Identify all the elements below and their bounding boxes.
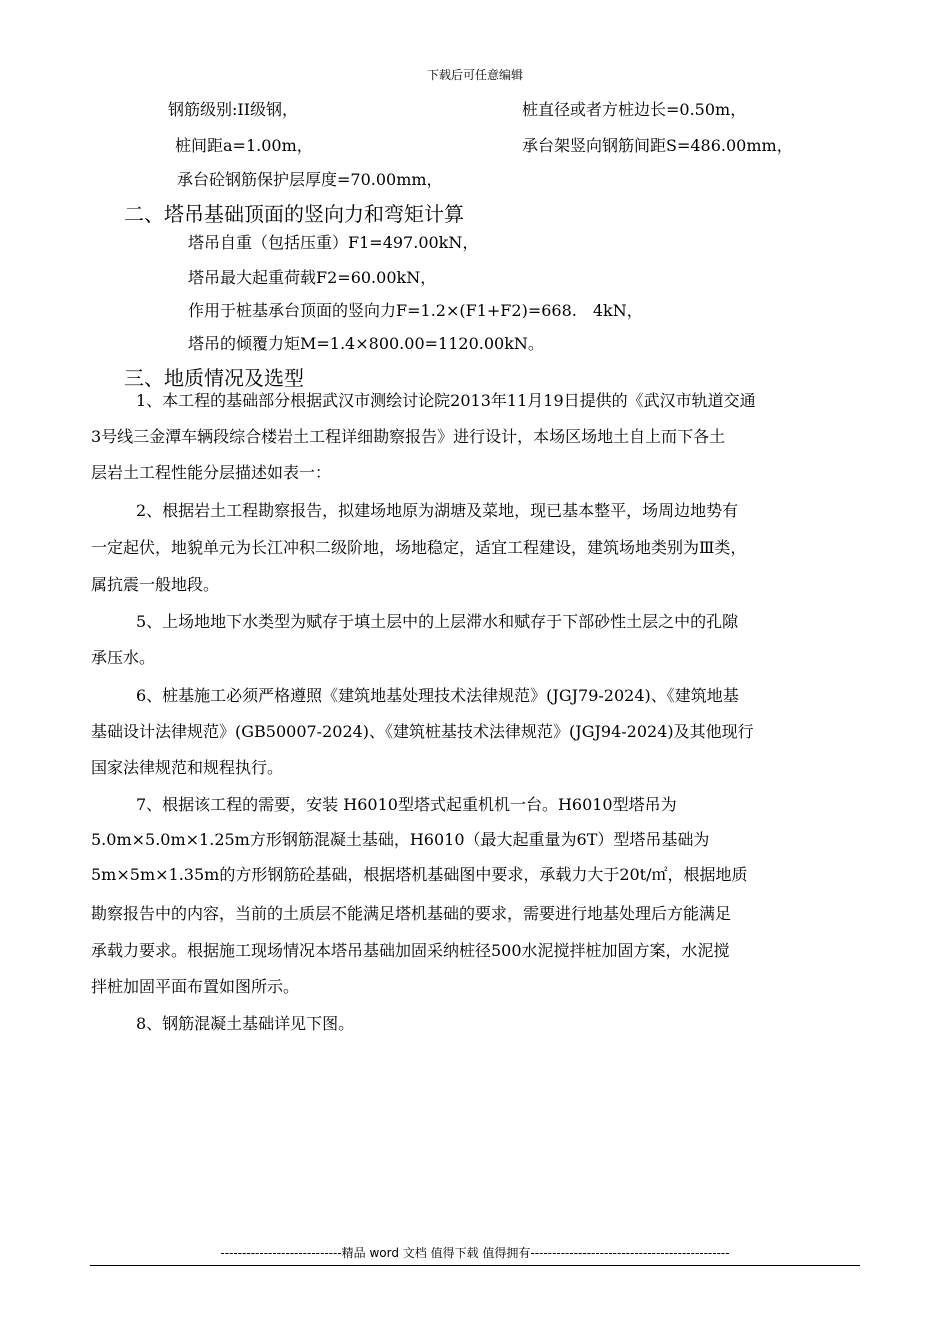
paragraph-line: 7、根据该工程的需要，安装 H6010型塔式起重机机一台。H6010型塔吊为: [136, 795, 677, 814]
paragraph-line: 层岩土工程性能分层描述如表一：: [91, 463, 332, 482]
steel-grade-text: 钢筋级别:II级钢，: [168, 100, 299, 119]
paragraph-line: 拌桩加固平面布置如图所示。: [91, 977, 300, 996]
paragraph-line: 属抗震一般地段。: [91, 575, 220, 594]
paragraph-line: 基础设计法律规范》(GB50007-2024)、《建筑桩基技术法律规范》(JGJ94-2024)及其他现行: [91, 722, 754, 741]
pile-spacing-text: 桩间距a=1.00m，: [175, 136, 313, 155]
paragraph-line: 6、桩基施工必须严格遵照《建筑地基处理技术法律规范》(JGJ79-2024)、《建筑地基: [136, 686, 739, 705]
paragraph-line: 一定起伏，地貌单元为长江冲积二级阶地，场地稳定，适宜工程建设，建筑场地类别为Ⅲ类，: [91, 538, 747, 557]
cover-thickness-text: 承台砼钢筋保护层厚度=70.00mm，: [177, 170, 443, 189]
paragraph-line: 8、钢筋混凝土基础详见下图。: [136, 1014, 355, 1033]
section-2-title: 二、塔吊基础顶面的竖向力和弯矩计算: [124, 202, 464, 226]
paragraph-line: 5、上场地地下水类型为赋存于填土层中的上层滞水和赋存于下部砂性土层之中的孔隙: [136, 612, 739, 631]
section-2-line: 塔吊自重（包括压重）F1=497.00kN，: [188, 233, 479, 252]
paragraph-line: 3号线三金潭车辆段综合楼岩土工程详细勘察报告》进行设计，本场区场地土自上而下各土: [91, 427, 726, 446]
section-2-line: 塔吊最大起重荷载F2=60.00kN，: [188, 268, 437, 287]
footer-divider: [90, 1265, 860, 1266]
section-2-line: 作用于桩基承台顶面的竖向力F=1.2×(F1+F2)=668. 4kN，: [188, 301, 643, 320]
section-2-line: 塔吊的倾覆力矩M=1.4×800.00=1120.00kN。: [188, 334, 544, 353]
paragraph-line: 5m×5m×1.35m的方形钢筋砼基础，根据塔机基础图中要求，承载力大于20t/㎡，根据地质: [91, 865, 748, 884]
footer-note: ----------------------------精品 word 文档 值得下载 值得拥有----------------------------------------------: [220, 1246, 730, 1260]
paragraph-line: 2、根据岩土工程勘察报告，拟建场地原为湖塘及菜地，现已基本整平，场周边地势有: [136, 501, 739, 520]
section-3-title: 三、地质情况及选型: [124, 366, 304, 390]
paragraph-line: 承载力要求。根据施工现场情况本塔吊基础加固采纳桩径500水泥搅拌桩加固方案，水泥搅: [91, 941, 730, 960]
header-note: 下载后可任意编辑: [426, 68, 523, 82]
paragraph-line: 5.0m×5.0m×1.25m方形钢筋混凝土基础，H6010（最大起重量为6T）型塔吊基础为: [91, 830, 710, 849]
rebar-spacing-text: 承台架竖向钢筋间距S=486.00mm，: [522, 136, 793, 155]
paragraph-line: 国家法律规范和规程执行。: [91, 758, 284, 777]
paragraph-line: 承压水。: [91, 648, 156, 667]
paragraph-line: 1、本工程的基础部分根据武汉市测绘讨论院2013年11月19日提供的《武汉市轨道交通: [136, 391, 756, 410]
paragraph-line: 勘察报告中的内容，当前的土质层不能满足塔机基础的要求，需要进行地基处理后方能满足: [91, 904, 732, 923]
pile-diameter-text: 桩直径或者方桩边长=0.50m，: [522, 100, 747, 119]
